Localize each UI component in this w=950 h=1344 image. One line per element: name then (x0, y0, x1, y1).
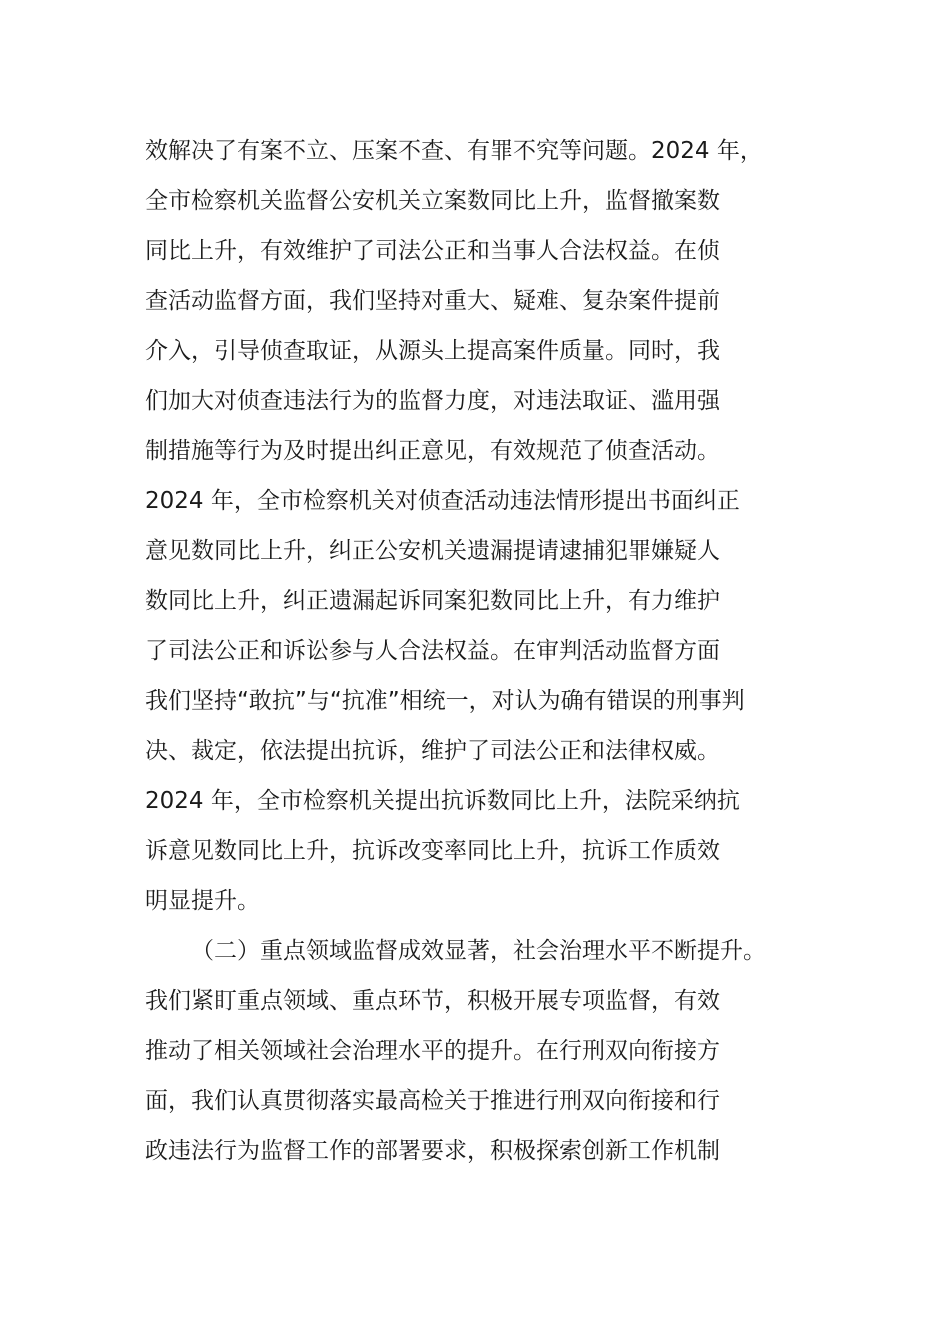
text-line: 数同比上升，纠正遗漏起诉同案犯数同比上升，有力维护 (145, 588, 720, 614)
text-line: 政违法行为监督工作的部署要求，积极探索创新工作机制 (145, 1138, 720, 1164)
text-line: 了司法公正和诉讼参与人合法权益。在审判活动监督方面 (145, 638, 720, 664)
text-line: 制措施等行为及时提出纠正意见，有效规范了侦查活动。 (145, 438, 720, 464)
text-line: 我们紧盯重点领域、重点环节，积极开展专项监督，有效 (145, 988, 720, 1014)
text-line: 查活动监督方面，我们坚持对重大、疑难、复杂案件提前 (145, 288, 720, 314)
text-line: 意见数同比上升，纠正公安机关遗漏提请逮捕犯罪嫌疑人 (145, 538, 720, 564)
text-line: 同比上升，有效维护了司法公正和当事人合法权益。在侦 (145, 238, 720, 264)
text-line: 明显提升。 (145, 888, 260, 914)
section-heading-line: （二）重点领域监督成效显著，社会治理水平不断提升。 (191, 938, 766, 964)
text-line: 2024 年，全市检察机关对侦查活动违法情形提出书面纠正 (145, 488, 740, 514)
text-line: 2024 年，全市检察机关提出抗诉数同比上升，法院采纳抗 (145, 788, 740, 814)
text-line: 介入，引导侦查取证，从源头上提高案件质量。同时，我 (145, 338, 720, 364)
text-line: 效解决了有案不立、压案不查、有罪不究等问题。2024 年， (145, 138, 763, 164)
text-line: 们加大对侦查违法行为的监督力度，对违法取证、滥用强 (145, 388, 720, 414)
text-line: 决、裁定，依法提出抗诉，维护了司法公正和法律权威。 (145, 738, 720, 764)
text-line: 全市检察机关监督公安机关立案数同比上升，监督撤案数 (145, 188, 720, 214)
text-line: 推动了相关领域社会治理水平的提升。在行刑双向衔接方 (145, 1038, 720, 1064)
body-text (145, 126, 835, 1176)
text-line: 我们坚持“敢抗”与“抗准”相统一，对认为确有错误的刑事判 (145, 688, 745, 714)
text-line: 诉意见数同比上升，抗诉改变率同比上升，抗诉工作质效 (145, 838, 720, 864)
text-line: 面，我们认真贯彻落实最高检关于推进行刑双向衔接和行 (145, 1088, 720, 1114)
